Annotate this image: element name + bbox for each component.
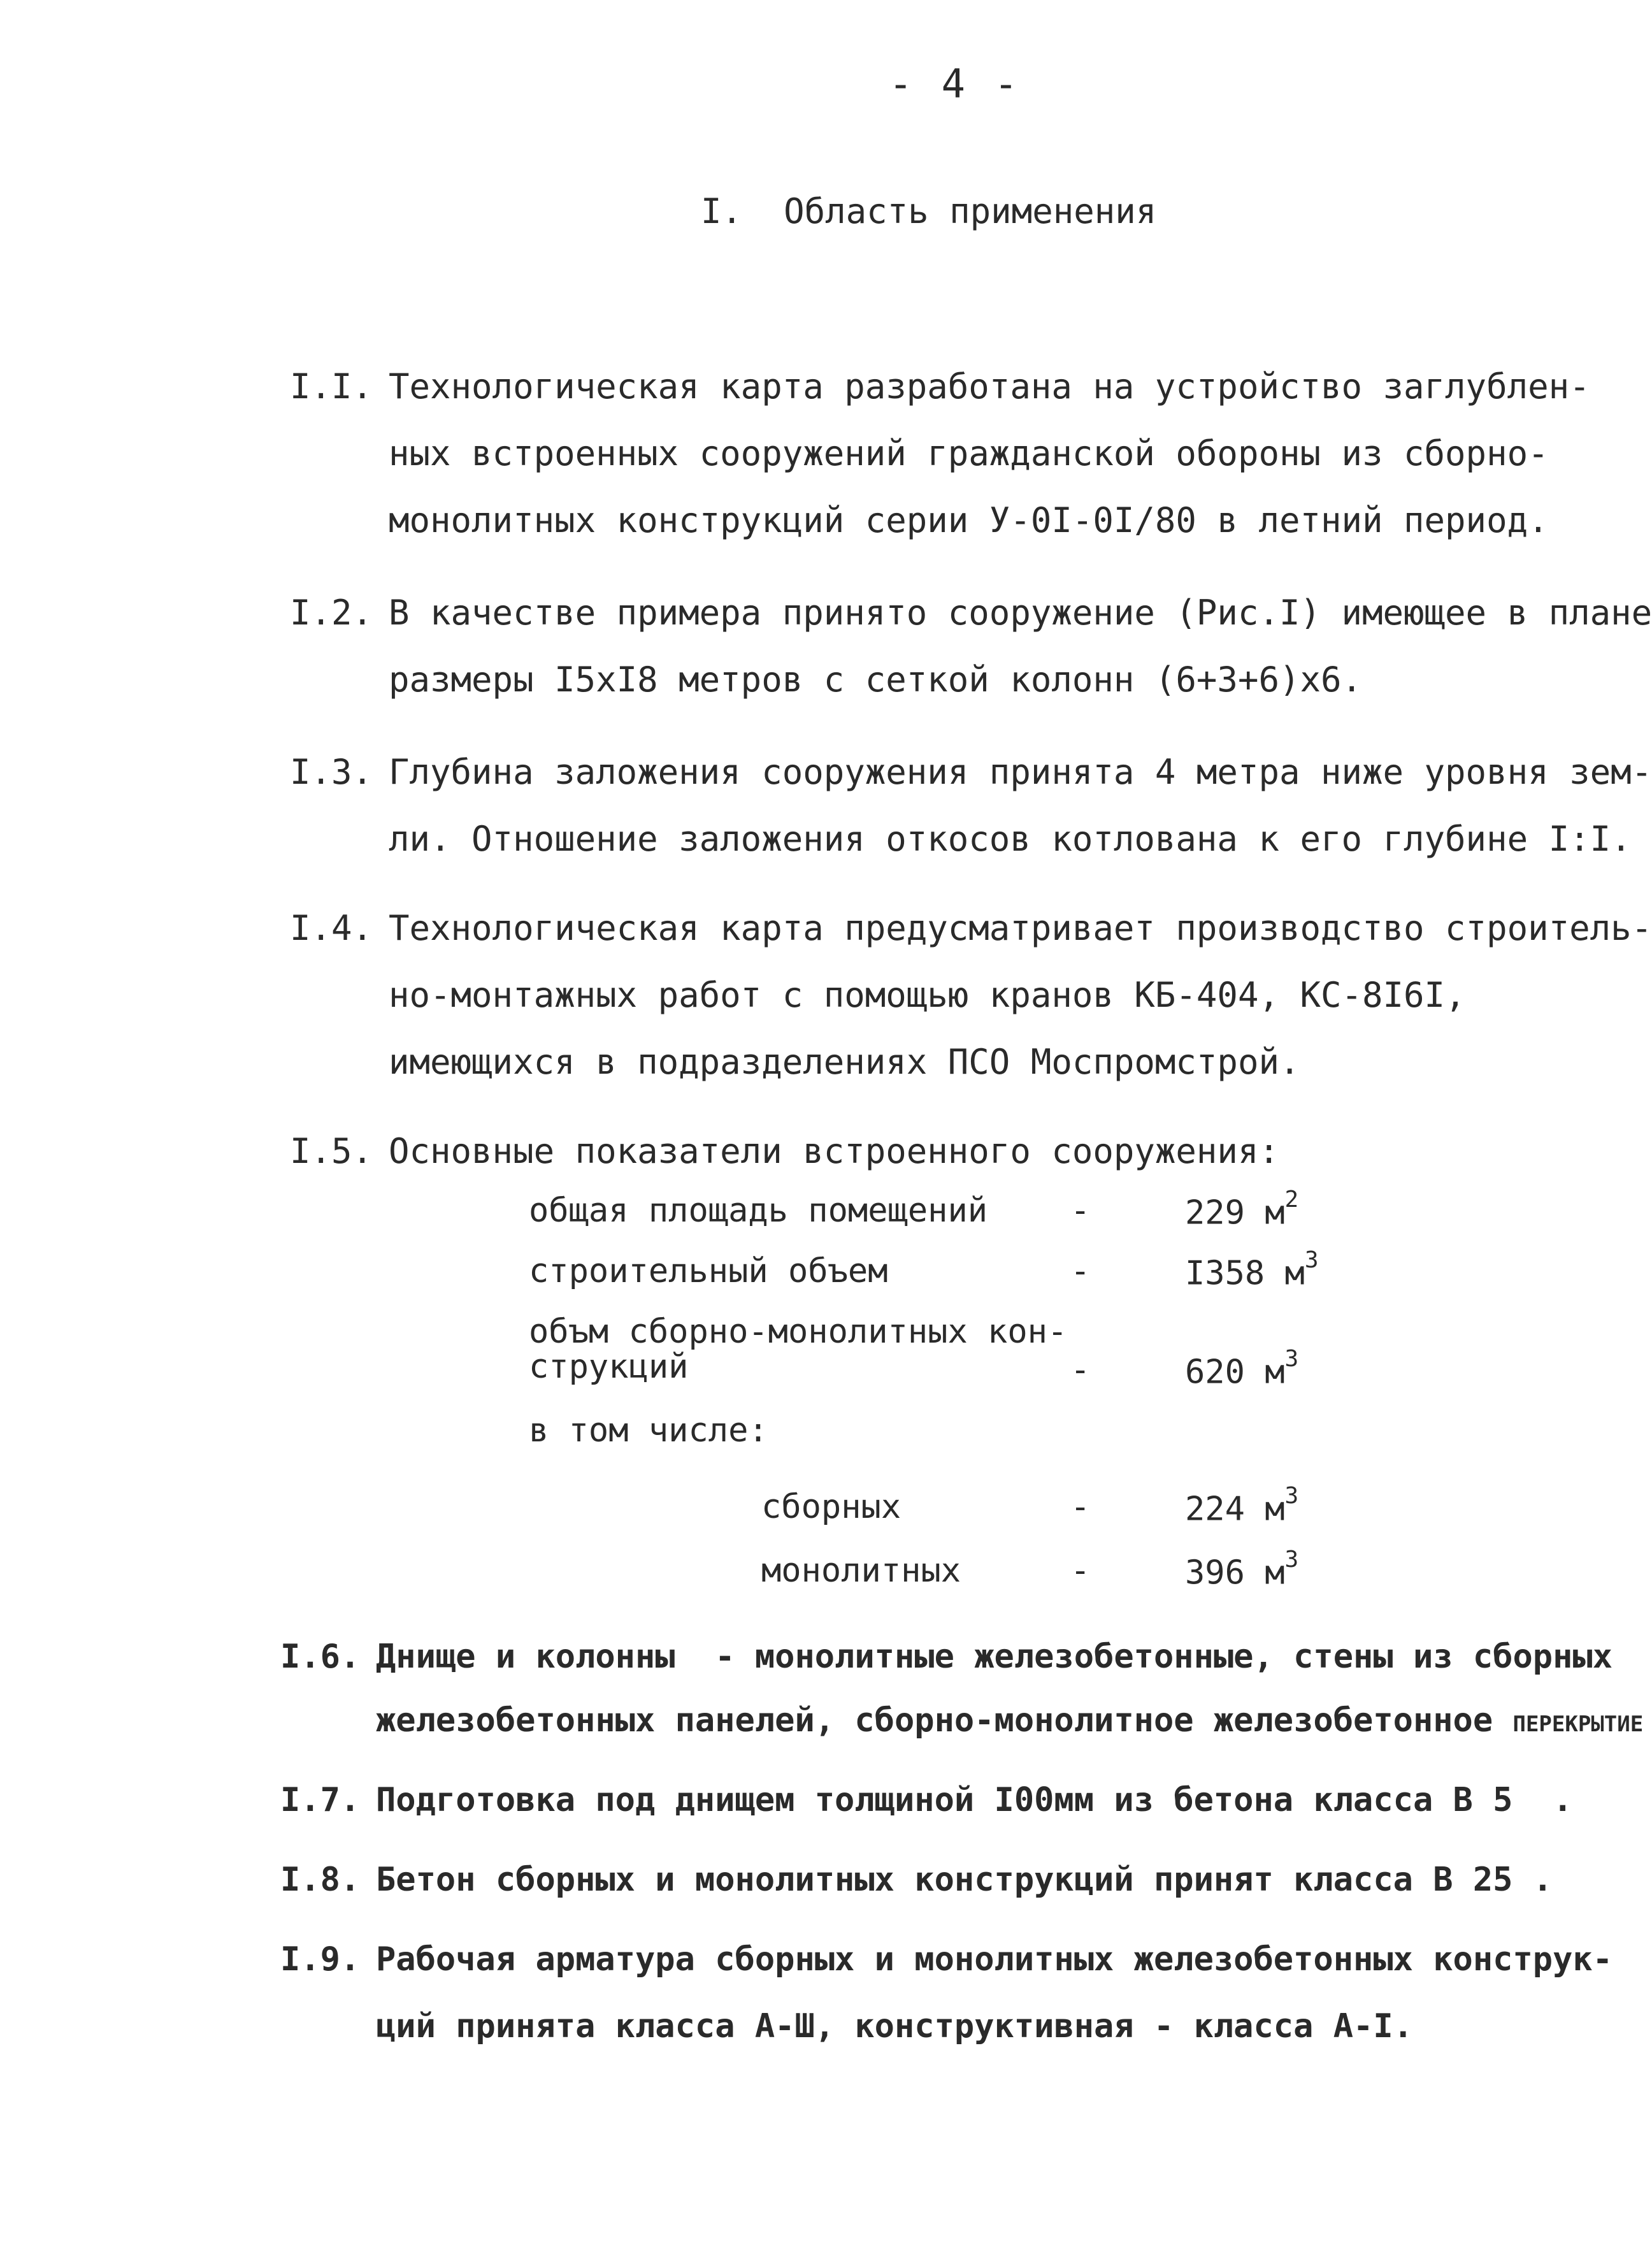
unit-exponent: 3 [1284, 1483, 1299, 1509]
indicator-label: монолитных [761, 1552, 961, 1590]
indicator-dash: - [1070, 1488, 1091, 1526]
item-number: I.8. [280, 1861, 361, 1899]
indicator-value: I358 $м^3$ [1185, 1247, 1319, 1293]
item-number: I.3. [290, 752, 373, 792]
item-line: ций принята класса А-Ш, конструктивная - класса А-I. [376, 2007, 1413, 2045]
indicator-value: 229 $м^2$ [1185, 1186, 1299, 1232]
item-line: размеры I5хI8 метров с сеткой колонн (6+3+6)х6. [389, 660, 1363, 700]
item-line: Основные показатели встроенного сооружения: [389, 1131, 1279, 1171]
indicator-value: 396 $м^3$ [1185, 1547, 1299, 1592]
indicator-label: общая площадь помещений [529, 1192, 988, 1230]
unit-exponent: 2 [1284, 1186, 1299, 1213]
indicator-dash: - [1070, 1252, 1091, 1290]
section-title-text: Область применения [784, 191, 1157, 231]
item-1-7 [280, 1781, 1577, 1832]
item-line: Технологическая карта разработана на устройство заглублен- [389, 366, 1590, 407]
section-title [701, 191, 1156, 231]
item-line: железобетонных панелей, сборно-монолитное железобетонное ПЕРЕКРЫТИЕ [376, 1701, 1644, 1740]
indicator-label: сборных [761, 1488, 901, 1526]
indicator-dash: - [1070, 1351, 1091, 1389]
item-number: I.I. [290, 366, 373, 407]
item-line: Рабочая арматура сборных и монолитных железобетонных конструк- [376, 1940, 1613, 1979]
item-number: I.6. [280, 1638, 361, 1676]
item-line: ли. Отношение заложения откосов котлована к его глубине I:I. [389, 819, 1632, 859]
indicator-dash: - [1070, 1192, 1091, 1230]
item-line: монолитных конструкций серии У-0I-0I/80 в летний период. [389, 500, 1549, 540]
unit-exponent: 3 [1284, 1346, 1299, 1372]
indicator-label: объм сборно-монолитных кон- [529, 1313, 1068, 1351]
indicator-label: строительный объем [529, 1252, 888, 1290]
item-line: Бетон сборных и монолитных конструкций принят класса В 25 . [376, 1861, 1553, 1899]
unit-exponent: 3 [1284, 1547, 1299, 1573]
item-number: I.9. [280, 1940, 361, 1979]
item-1-4 [290, 908, 1652, 1086]
item-1-1 [290, 366, 1590, 545]
indicator-label: в том числе: [529, 1411, 768, 1450]
item-number: I.7. [280, 1781, 361, 1819]
unit-exponent: 3 [1304, 1247, 1319, 1273]
item-1-8 [280, 1861, 1577, 1912]
item-line-tail: ПЕРЕКРЫТИЕ [1512, 1712, 1644, 1737]
indicator-dash: - [1070, 1552, 1091, 1590]
item-1-6 [280, 1638, 1644, 1752]
indicator-value: 224 $м^3$ [1185, 1483, 1299, 1529]
item-1-3 [290, 752, 1652, 867]
page-number: - 4 - [889, 61, 1021, 107]
item-number: I.4. [290, 908, 373, 948]
item-line: В качестве примера принято сооружение (Рис.I) имеющее в плане [389, 593, 1652, 633]
item-line: ных встроенных сооружений гражданской обороны из сборно- [389, 433, 1549, 473]
section-number: I. [701, 191, 743, 231]
item-line: Глубина заложения сооружения принята 4 метра ниже уровня зем- [389, 752, 1652, 792]
item-line: Подготовка под днищем толщиной I00мм из бетона класса В 5 . [376, 1781, 1573, 1819]
item-1-5 [290, 1131, 1577, 1182]
item-line: Технологическая карта предусматривает производство строитель- [389, 908, 1652, 948]
indicator-label: струкций [529, 1348, 689, 1386]
item-number: I.2. [290, 593, 373, 633]
indicator-value: 620 $м^3$ [1185, 1346, 1299, 1392]
item-number: I.5. [290, 1131, 373, 1171]
item-line: имеющихся в подразделениях ПСО Моспромстрой. [389, 1042, 1300, 1082]
item-1-2 [290, 593, 1652, 707]
item-1-9 [280, 1940, 1613, 2055]
item-line: но-монтажных работ с помощью кранов КБ-404, КС-8І6І, [389, 975, 1466, 1015]
item-line: Днище и колонны - монолитные железобетонные, стены из сборных [376, 1638, 1613, 1676]
